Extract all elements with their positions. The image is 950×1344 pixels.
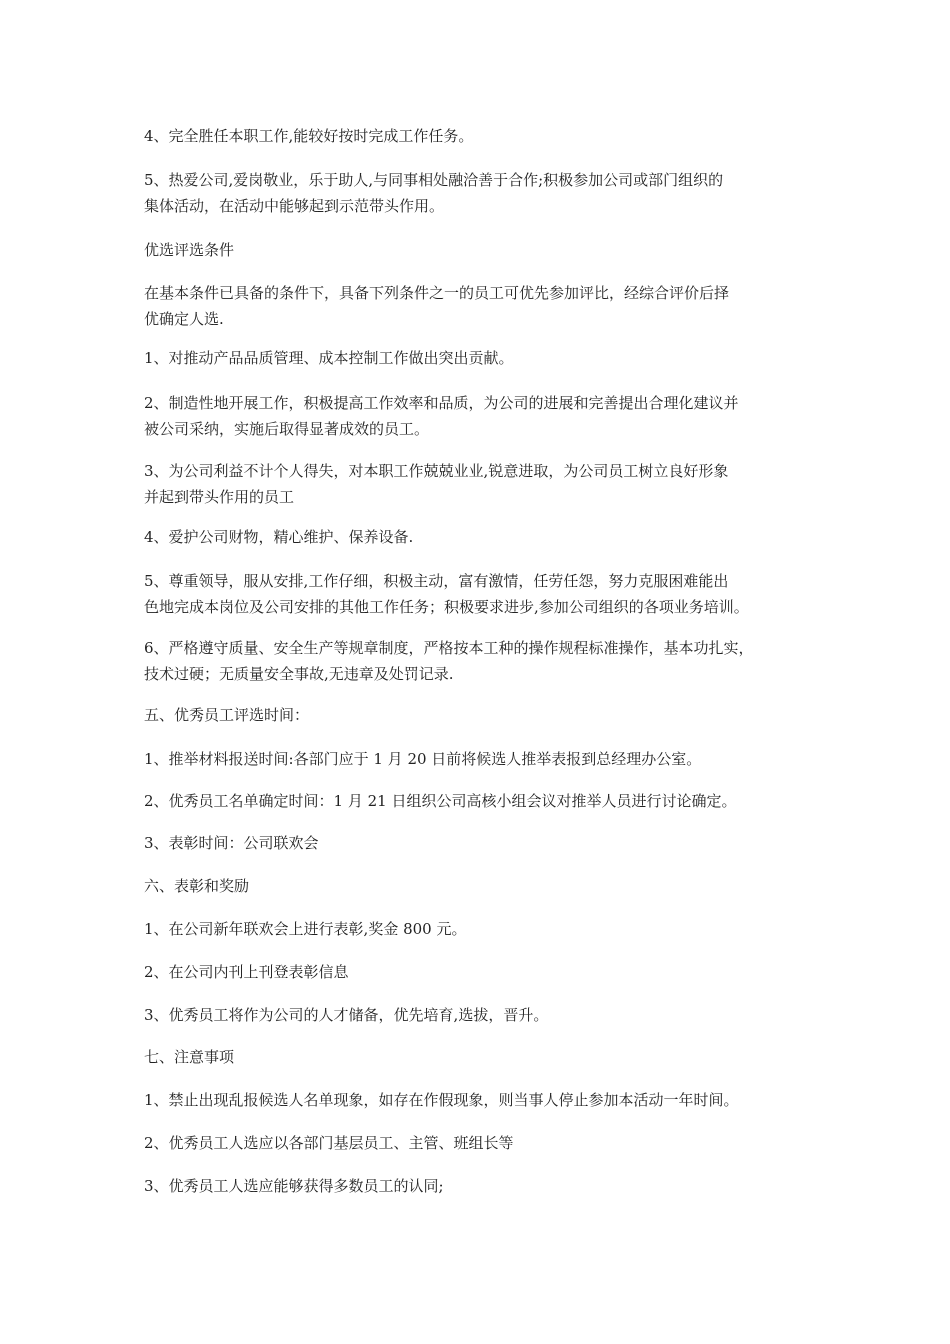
paragraph-reward-2 bbox=[144, 959, 824, 985]
paragraph-reward-1 bbox=[144, 916, 824, 942]
text-line: 1、在公司新年联欢会上进行表彰,奖金 800 元。 bbox=[144, 920, 467, 938]
text-line: 2、制造性地开展工作，积极提高工作效率和品质，为公司的进展和完善提出合理化建议并 bbox=[144, 394, 739, 412]
text-line: 七、注意事项 bbox=[144, 1048, 235, 1066]
text-line: 1、禁止出现乱报候选人名单现象，如存在作假现象，则当事人停止参加本活动一年时间。 bbox=[144, 1091, 739, 1109]
paragraph-teamwork bbox=[144, 167, 824, 219]
section-heading-rewards bbox=[144, 873, 824, 899]
text-line: 4、完全胜任本职工作,能较好按时完成工作任务。 bbox=[144, 127, 474, 145]
text-line: 集体活动，在活动中能够起到示范带头作用。 bbox=[144, 197, 445, 215]
text-line: 并起到带头作用的员工 bbox=[144, 488, 295, 506]
text-line: 3、为公司利益不计个人得失，对本职工作兢兢业业,锐意进取，为公司员工树立良好形象 bbox=[144, 462, 729, 480]
section-heading-selection-time bbox=[144, 702, 824, 728]
section-heading-notes bbox=[144, 1044, 824, 1070]
paragraph-priority-2 bbox=[144, 390, 824, 442]
text-line: 4、爱护公司财物，精心维护、保养设备. bbox=[144, 528, 414, 546]
paragraph-priority-6 bbox=[144, 635, 824, 687]
section-heading-priority-criteria bbox=[144, 237, 824, 263]
text-line: 2、优秀员工名单确定时间：1 月 21 日组织公司高核小组会议对推举人员进行讨论确定。 bbox=[144, 792, 737, 810]
text-line: 5、尊重领导，服从安排,工作仔细，积极主动，富有激情，任劳任怨，努力克服困难能出 bbox=[144, 572, 729, 590]
text-line: 技术过硬；无质量安全事故,无违章及处罚记录. bbox=[144, 665, 454, 683]
paragraph-priority-3 bbox=[144, 458, 824, 510]
paragraph-priority-4 bbox=[144, 524, 824, 550]
text-line: 3、优秀员工人选应能够获得多数员工的认同; bbox=[144, 1177, 444, 1195]
text-line: 3、表彰时间：公司联欢会 bbox=[144, 834, 319, 852]
text-line: 3、优秀员工将作为公司的人才储备，优先培育,选拔，晋升。 bbox=[144, 1006, 549, 1024]
paragraph-time-1 bbox=[144, 746, 824, 772]
paragraph-time-2 bbox=[144, 788, 824, 814]
text-line: 在基本条件已具备的条件下，具备下列条件之一的员工可优先参加评比，经综合评价后择 bbox=[144, 284, 730, 302]
text-line: 优选评选条件 bbox=[144, 241, 235, 259]
text-line: 六、表彰和奖励 bbox=[144, 877, 250, 895]
paragraph-priority-1 bbox=[144, 345, 824, 371]
paragraph-note-3 bbox=[144, 1173, 824, 1199]
paragraph-priority-5 bbox=[144, 568, 824, 620]
paragraph-time-3 bbox=[144, 830, 824, 856]
text-line: 6、严格遵守质量、安全生产等规章制度，严格按本工种的操作规程标准操作，基本功扎实， bbox=[144, 639, 754, 657]
text-line: 1、推举材料报送时间:各部门应于 1 月 20 日前将候选人推举表报到总经理办公室。 bbox=[144, 750, 702, 768]
text-line: 优确定人选. bbox=[144, 310, 224, 328]
paragraph-note-2 bbox=[144, 1130, 824, 1156]
paragraph-priority-intro bbox=[144, 280, 824, 332]
text-line: 五、优秀员工评选时间： bbox=[144, 706, 310, 724]
paragraph-reward-3 bbox=[144, 1002, 824, 1028]
text-line: 被公司采纳，实施后取得显著成效的员工。 bbox=[144, 420, 430, 438]
text-line: 2、优秀员工人选应以各部门基层员工、主管、班组长等 bbox=[144, 1134, 514, 1152]
text-line: 1、对推动产品品质管理、成本控制工作做出突出贡献。 bbox=[144, 349, 514, 367]
paragraph-note-1 bbox=[144, 1087, 824, 1113]
paragraph-competence bbox=[144, 123, 824, 149]
text-line: 5、热爱公司,爱岗敬业，乐于助人,与同事相处融洽善于合作;积极参加公司或部门组织的 bbox=[144, 171, 724, 189]
text-line: 2、在公司内刊上刊登表彰信息 bbox=[144, 963, 349, 981]
text-line: 色地完成本岗位及公司安排的其他工作任务；积极要求进步,参加公司组织的各项业务培训。 bbox=[144, 598, 749, 616]
